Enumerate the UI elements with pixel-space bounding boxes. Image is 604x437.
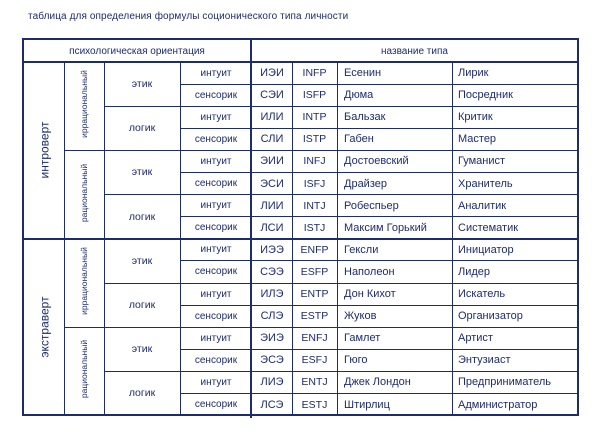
type-role-name: Гуманист [458,155,506,168]
type-abbreviation: ЛИЭ [260,376,284,389]
judging-label: этик [131,343,153,356]
header-orientation: психологическая ориентация [69,45,205,57]
type-role-name: Критик [458,111,493,124]
judging-label: логик [128,299,156,312]
type-abbreviation: ЛИИ [260,199,284,212]
perception-label: сенсорик [194,133,238,145]
type-role-name: Посредник [458,89,513,102]
type-person-name: Робеспьер [344,199,399,212]
type-role-name: Энтузиаст [458,354,511,367]
perception-label: сенсорик [194,354,238,366]
type-role-name: Лидер [458,265,491,278]
orientation-label: интроверт [37,121,52,179]
type-mbti: ISTP [302,133,327,146]
type-mbti: ENTJ [301,376,328,389]
type-role-name: Мастер [458,133,497,146]
type-abbreviation: ЭИИ [260,155,284,168]
perception-label: сенсорик [194,89,238,101]
column-separator [337,62,338,416]
type-person-name: Штирлиц [344,398,390,411]
header-type-name: название типа [381,45,448,57]
judging-label: логик [128,210,156,223]
type-person-name: Дон Кихот [344,288,396,301]
type-person-name: Бальзак [344,111,386,124]
type-person-name: Достоевский [344,155,409,168]
perception-label: интуит [200,200,232,212]
type-abbreviation: СЛЭ [260,310,284,323]
type-role-name: Лирик [458,67,489,80]
type-mbti: ESTJ [301,398,328,411]
type-role-name: Систематик [458,221,519,234]
perception-label: интуит [200,332,232,344]
table-caption: таблица для определения формулы соционического типа личности [28,11,349,22]
rationality-label: иррациональный [79,70,90,139]
type-mbti: ESTP [300,310,329,323]
perception-label: сенсорик [194,178,238,190]
type-role-name: Артист [458,332,493,345]
perception-label: сенсорик [194,222,238,234]
type-mbti: ENFJ [301,332,328,345]
judging-label: этик [131,254,153,267]
type-person-name: Гюго [344,354,368,367]
type-role-name: Организатор [458,310,523,323]
type-mbti: INFP [302,67,327,80]
socionics-type-table [22,38,579,416]
type-mbti: ISFP [302,89,327,102]
perception-label: сенсорик [194,399,238,411]
rationality-label: иррациональный [79,247,90,315]
type-mbti: ENTP [300,288,329,301]
type-role-name: Инициатор [458,243,514,256]
type-abbreviation: СЭЭ [260,265,284,278]
perception-label: интуит [200,155,232,167]
column-separator [64,62,65,416]
type-role-name: Искатель [458,288,506,301]
perception-label: интуит [200,244,232,256]
judging-label: логик [128,122,156,135]
type-role-name: Хранитель [458,177,513,190]
type-person-name: Джек Лондон [344,376,411,389]
perception-label: интуит [200,111,232,123]
type-abbreviation: ИЛЭ [260,288,284,301]
type-person-name: Наполеон [344,265,395,278]
type-person-name: Есенин [344,67,382,80]
type-mbti: ESFP [300,265,329,278]
column-separator [292,62,293,416]
perception-label: интуит [200,376,232,388]
type-mbti: INTP [302,111,327,124]
type-abbreviation: ЛСИ [260,221,284,234]
type-role-name: Аналитик [458,199,507,212]
judging-label: этик [131,166,153,179]
type-abbreviation: ИЭИ [260,67,284,80]
type-person-name: Габен [344,133,374,146]
type-abbreviation: СЭИ [260,89,284,102]
judging-label: логик [128,387,156,400]
type-mbti: ESFJ [301,354,328,367]
perception-label: сенсорик [194,310,238,322]
type-abbreviation: ЭСИ [260,177,284,190]
type-mbti: ISFJ [303,177,326,190]
type-person-name: Дюма [344,89,374,102]
column-separator [452,62,453,416]
type-role-name: Администратор [458,398,538,411]
orientation-label: экстраверт [37,296,52,358]
type-role-name: Предприниматель [458,376,552,389]
perception-label: интуит [200,288,232,300]
type-abbreviation: ИЭЭ [260,243,284,256]
column-separator [180,62,181,416]
type-abbreviation: ЭСЭ [260,354,284,367]
column-separator [104,62,105,416]
type-person-name: Максим Горький [344,221,427,234]
type-abbreviation: СЛИ [260,133,284,146]
rationality-label: рациональный [79,163,90,222]
type-abbreviation: ИЛИ [260,111,284,124]
type-abbreviation: ЛСЭ [260,398,284,411]
rationality-label: рациональный [79,340,90,399]
type-person-name: Гамлет [344,332,381,345]
type-mbti: ISTJ [303,221,326,234]
type-abbreviation: ЭИЭ [260,332,284,345]
judging-label: этик [131,78,153,91]
type-person-name: Драйзер [344,177,387,190]
perception-label: интуит [200,67,232,79]
type-person-name: Жуков [344,310,377,323]
type-person-name: Гексли [344,243,379,256]
type-mbti: ENFP [300,243,329,256]
perception-label: сенсорик [194,266,238,278]
type-mbti: INFJ [303,155,326,168]
type-mbti: INTJ [303,199,326,212]
